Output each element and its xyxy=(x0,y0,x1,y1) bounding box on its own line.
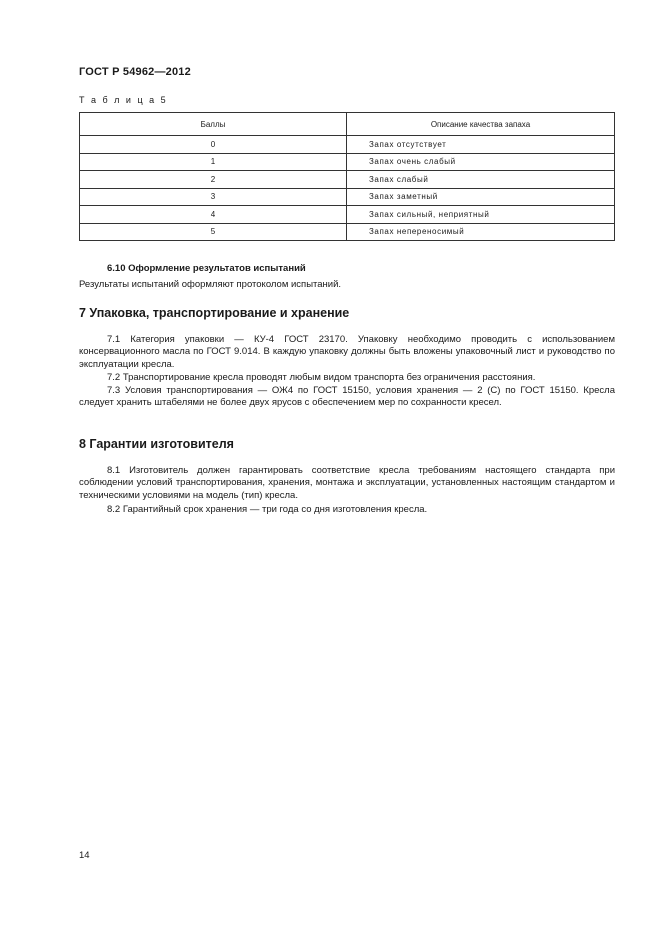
paragraph-7-2: 7.2 Транспортирование кресла проводят любым видом транспорта без ограничения расстояния. xyxy=(107,372,536,383)
column-header-score: Баллы xyxy=(80,113,347,136)
description-cell: Запах сильный, неприятный xyxy=(347,206,615,224)
table-row xyxy=(80,223,615,241)
score-cell: 0 xyxy=(80,136,347,154)
score-cell: 1 xyxy=(80,153,347,171)
odor-score-table xyxy=(79,112,615,241)
table-caption: Т а б л и ц а 5 xyxy=(79,95,168,105)
column-header-description: Описание качества запаха xyxy=(347,113,615,136)
description-cell: Запах слабый xyxy=(347,171,615,189)
page-number: 14 xyxy=(79,850,90,861)
table-header-row xyxy=(80,113,615,136)
score-cell: 2 xyxy=(80,171,347,189)
paragraph-7-1: 7.1 Категория упаковки — КУ-4 ГОСТ 23170. Упаковку необходимо проводить с использованием консервационного масла по ГОСТ 9.014. В каждую упаковку должны быть вложены упаковочный лист и руководство по эксплуатации кресла. xyxy=(79,334,615,370)
paragraph-8-1: 8.1 Изготовитель должен гарантировать соответствие кресла требованиям настоящего стандарта при соблюдении условий транспортирования, хранения, монтажа и эксплуатации, установленных настоящим стандартом и техническими условиями на модель (тип) кресла. xyxy=(79,465,615,501)
paragraph-7-3: 7.3 Условия транспортирования — ОЖ4 по ГОСТ 15150, условия хранения — 2 (С) по ГОСТ 15150. Кресла следует хранить штабелями не более двух ярусов с обеспечением мер по сохранности кресел. xyxy=(79,385,615,409)
section-title-8: 8 Гарантии изготовителя xyxy=(79,437,234,451)
description-cell: Запах отсутствует xyxy=(347,136,615,154)
description-cell: Запах очень слабый xyxy=(347,153,615,171)
table-row xyxy=(80,153,615,171)
paragraph-6-10: Результаты испытаний оформляют протоколом испытаний. xyxy=(79,279,342,290)
table-row xyxy=(80,171,615,189)
document-header: ГОСТ Р 54962—2012 xyxy=(79,66,191,78)
description-cell: Запах заметный xyxy=(347,188,615,206)
section-title-7: 7 Упаковка, транспортирование и хранение xyxy=(79,306,350,320)
subsection-heading-6-10: 6.10 Оформление результатов испытаний xyxy=(107,263,306,274)
paragraph-8-2: 8.2 Гарантийный срок хранения — три года со дня изготовления кресла. xyxy=(107,504,428,515)
score-cell: 3 xyxy=(80,188,347,206)
description-cell: Запах непереносимый xyxy=(347,223,615,241)
score-cell: 4 xyxy=(80,206,347,224)
table-row xyxy=(80,136,615,154)
table-row xyxy=(80,206,615,224)
score-cell: 5 xyxy=(80,223,347,241)
table-row xyxy=(80,188,615,206)
